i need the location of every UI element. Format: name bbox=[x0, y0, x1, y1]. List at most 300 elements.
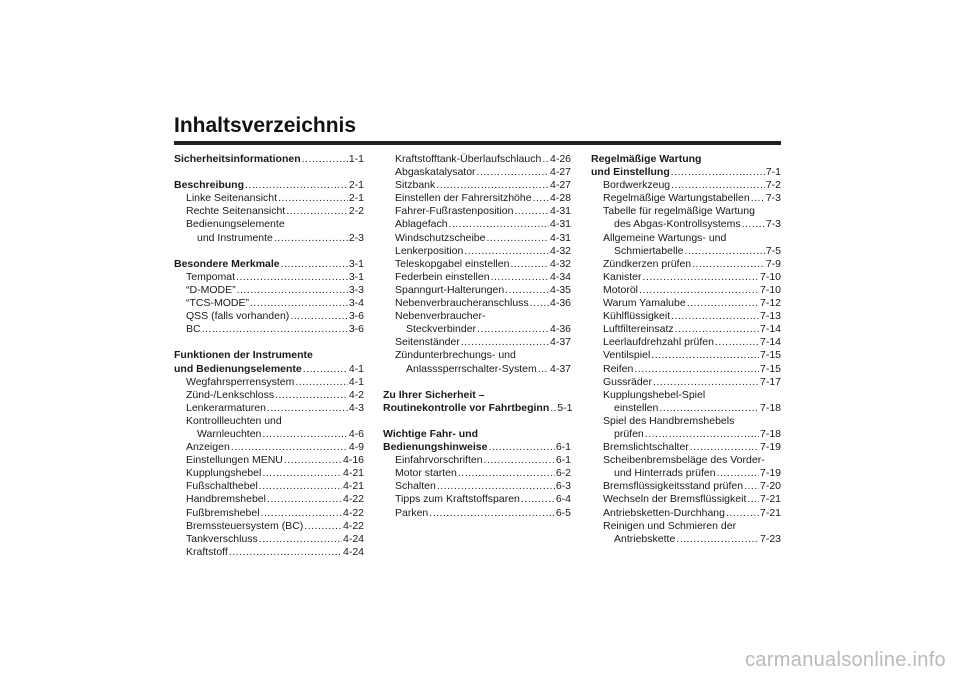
toc-entry-text: Einstellen der Fahrersitzhöhe bbox=[395, 192, 532, 205]
toc-page-number: 4-36 bbox=[549, 323, 571, 336]
toc-page-number: 4-37 bbox=[549, 336, 571, 349]
toc-page-number: 4-27 bbox=[549, 179, 571, 192]
toc-page-number: 4-37 bbox=[549, 362, 571, 375]
dot-leader bbox=[521, 493, 555, 506]
toc-entry-text: Federbein einstellen bbox=[395, 270, 490, 283]
dot-leader bbox=[275, 389, 348, 402]
toc-entry-text: Luftfiltereinsatz bbox=[603, 323, 674, 336]
toc-entry[interactable] bbox=[383, 179, 571, 192]
toc-page-number: 7-14 bbox=[759, 336, 781, 349]
dot-leader bbox=[429, 507, 555, 520]
toc-entry[interactable] bbox=[591, 349, 781, 362]
dot-leader bbox=[477, 166, 549, 179]
toc-entry[interactable] bbox=[383, 467, 571, 480]
toc-entry-text: Besondere Merkmale bbox=[174, 257, 280, 270]
toc-entry[interactable] bbox=[174, 192, 364, 205]
toc-entry[interactable] bbox=[174, 454, 364, 467]
dot-leader bbox=[262, 467, 342, 480]
toc-page-number: 6-2 bbox=[555, 467, 571, 480]
watermark: carmanualsonline.info bbox=[745, 649, 946, 671]
toc-page-number: 4-22 bbox=[342, 506, 364, 519]
toc-entry-text: Fußschalthebel bbox=[186, 480, 258, 493]
toc-entry-text: Warum Yamalube bbox=[603, 297, 686, 310]
dot-leader bbox=[671, 179, 765, 192]
toc-entry-text: Rechte Seitenansicht bbox=[186, 205, 286, 218]
toc-entry-text: Bedienungselemente bbox=[186, 218, 285, 231]
page-title: Inhaltsverzeichnis bbox=[174, 114, 357, 137]
toc-page-number: 7-19 bbox=[759, 467, 781, 480]
toc-entry-text: Reinigen und Schmieren der bbox=[603, 519, 737, 532]
dot-leader bbox=[486, 232, 549, 245]
dot-leader bbox=[262, 428, 347, 441]
toc-entry[interactable] bbox=[591, 415, 781, 441]
dot-leader bbox=[229, 546, 342, 559]
toc-entry-text: Tempomat bbox=[186, 270, 236, 283]
toc-entry-text: Scheibenbremsbeläge des Vorder- bbox=[603, 454, 765, 467]
toc-page-number: 3-4 bbox=[348, 297, 364, 310]
dot-leader bbox=[245, 179, 348, 192]
toc-entry-text: Kühlflüssigkeit bbox=[603, 310, 671, 323]
toc-entry-text: Warnleuchten bbox=[197, 427, 262, 440]
toc-page-number: 3-6 bbox=[348, 310, 364, 323]
toc-entry-text: Beschreibung bbox=[174, 179, 245, 192]
dot-leader bbox=[436, 179, 549, 192]
toc-entry-text: Linke Seitenansicht bbox=[186, 192, 278, 205]
toc-page-number: 7-15 bbox=[759, 362, 781, 375]
toc-entry-text: QSS (falls vorhanden) bbox=[186, 310, 290, 323]
toc-entry-text: Spiel des Handbremshebels bbox=[603, 414, 735, 427]
toc-page-number: 4-21 bbox=[342, 467, 364, 480]
toc-page-number: 4-32 bbox=[549, 244, 571, 257]
dot-leader bbox=[281, 258, 348, 271]
dot-leader bbox=[690, 441, 759, 454]
dot-leader bbox=[303, 363, 348, 376]
toc-entry[interactable] bbox=[591, 192, 781, 205]
toc-entry-text: Schalten bbox=[395, 480, 436, 493]
toc-entry-text: Tankverschluss bbox=[186, 532, 258, 545]
toc-page-number: 7-17 bbox=[759, 375, 781, 388]
toc-page-number: 4-31 bbox=[549, 205, 571, 218]
toc-entry-text: einstellen bbox=[614, 401, 659, 414]
toc-page-number: 4-31 bbox=[549, 231, 571, 244]
toc-page-number: 4-34 bbox=[549, 270, 571, 283]
toc-entry[interactable] bbox=[591, 179, 781, 192]
dot-leader bbox=[464, 245, 549, 258]
toc-entry[interactable] bbox=[383, 336, 571, 349]
dot-leader bbox=[671, 166, 765, 179]
toc-entry[interactable] bbox=[383, 271, 571, 284]
toc-page-number: 2-2 bbox=[348, 205, 364, 218]
toc-entry-text: Wechseln der Bremsflüssigkeit bbox=[603, 493, 747, 506]
toc-entry[interactable] bbox=[383, 284, 571, 297]
toc-entry-text: Nebenverbraucher- bbox=[395, 310, 486, 323]
toc-page-number: 4-1 bbox=[348, 375, 364, 388]
toc-entry-text: Bremssteuersystem (BC) bbox=[186, 519, 304, 532]
dot-leader bbox=[726, 507, 759, 520]
toc-entry-text: Wichtige Fahr- und bbox=[383, 427, 478, 440]
toc-page-number: 2-1 bbox=[348, 192, 364, 205]
toc-entry[interactable] bbox=[174, 271, 364, 284]
dot-leader bbox=[645, 428, 759, 441]
toc-entry-text: Bremsflüssigkeitsstand prüfen bbox=[603, 480, 744, 493]
dot-leader bbox=[653, 376, 759, 389]
dot-leader bbox=[692, 258, 765, 271]
dot-leader bbox=[542, 153, 549, 166]
toc-page-number: 7-15 bbox=[759, 349, 781, 362]
toc-page-number: 4-3 bbox=[348, 401, 364, 414]
toc-entry[interactable] bbox=[174, 520, 364, 533]
dot-leader bbox=[747, 493, 759, 506]
toc-entry[interactable] bbox=[174, 480, 364, 493]
toc-page-number: 4-32 bbox=[549, 257, 571, 270]
toc-entry[interactable] bbox=[174, 493, 364, 506]
toc-entry-text: Bordwerkzeug bbox=[603, 179, 671, 192]
toc-entry[interactable] bbox=[383, 297, 571, 310]
toc-entry-text: Fahrer-Fußrastenposition bbox=[395, 205, 514, 218]
toc-page-number: 7-21 bbox=[759, 506, 781, 519]
dot-leader bbox=[295, 376, 347, 389]
title-divider bbox=[174, 141, 781, 145]
dot-leader bbox=[278, 192, 348, 205]
dot-leader bbox=[274, 232, 348, 245]
toc-page-number: 4-31 bbox=[549, 218, 571, 231]
dot-leader bbox=[284, 454, 342, 467]
toc-entry-text: Bedienungshinweise bbox=[383, 441, 488, 454]
toc-entry[interactable] bbox=[174, 205, 364, 218]
toc-entry[interactable] bbox=[383, 507, 571, 520]
toc-entry[interactable] bbox=[591, 336, 781, 349]
toc-entry-text: Regelmäßige Wartung bbox=[591, 153, 702, 165]
toc-column-1 bbox=[174, 153, 364, 559]
toc-entry-text: Regelmäßige Wartungstabellen bbox=[603, 192, 750, 205]
toc-entry[interactable] bbox=[383, 480, 571, 493]
dot-leader bbox=[477, 323, 549, 336]
toc-entry[interactable] bbox=[591, 310, 781, 323]
toc-page-number: 4-26 bbox=[549, 153, 571, 165]
toc-entry-text: Abgaskatalysator bbox=[395, 166, 476, 179]
toc-entry-text: Einfahrvorschriften bbox=[395, 454, 483, 467]
toc-entry-text: prüfen bbox=[614, 427, 644, 440]
dot-leader bbox=[634, 363, 759, 376]
toc-entry-text: Ablagefach bbox=[395, 218, 448, 231]
toc-page-number: 4-22 bbox=[342, 493, 364, 506]
toc-page-number: 7-10 bbox=[759, 283, 781, 296]
dot-leader bbox=[237, 284, 348, 297]
dot-leader bbox=[458, 467, 555, 480]
toc-entry[interactable] bbox=[591, 232, 781, 258]
dot-leader bbox=[676, 533, 759, 546]
toc-page-number: 4-24 bbox=[342, 532, 364, 545]
dot-leader bbox=[488, 441, 554, 454]
toc-page-number: 7-18 bbox=[759, 401, 781, 414]
dot-leader bbox=[267, 493, 342, 506]
toc-entry[interactable] bbox=[383, 166, 571, 179]
toc-page-number: 6-4 bbox=[555, 493, 571, 506]
toc-entry-text: Sicherheitsinformationen bbox=[174, 153, 301, 165]
dot-leader bbox=[550, 402, 556, 415]
toc-entry[interactable] bbox=[174, 402, 364, 415]
dot-leader bbox=[236, 271, 348, 284]
dot-leader bbox=[505, 284, 549, 297]
toc-entry-text: Teleskopgabel einstellen bbox=[395, 257, 510, 270]
toc-page-number: 3-6 bbox=[348, 323, 364, 336]
toc-page-number: 4-21 bbox=[342, 480, 364, 493]
toc-entry-text: Zu Ihrer Sicherheit – bbox=[383, 388, 485, 401]
toc-page-number: 7-14 bbox=[759, 323, 781, 336]
toc-entry[interactable] bbox=[174, 218, 364, 244]
toc-entry-text: Leerlaufdrehzahl prüfen bbox=[603, 336, 714, 349]
toc-entry[interactable] bbox=[383, 349, 571, 375]
toc-entry-text: Steckverbinder bbox=[406, 323, 477, 336]
toc-entry-text: Fußbremshebel bbox=[186, 506, 260, 519]
toc-entry-text: Zünd-/Lenkschloss bbox=[186, 388, 275, 401]
toc-entry-text: Kanister bbox=[603, 270, 642, 283]
toc-entry-text: Windschutzscheibe bbox=[395, 231, 486, 244]
toc-column-2 bbox=[383, 153, 571, 520]
toc-entry-text: Sitzbank bbox=[395, 179, 436, 192]
toc-entry[interactable] bbox=[591, 284, 781, 297]
toc-entry-text: und Hinterrads prüfen bbox=[614, 467, 716, 480]
toc-entry-text: Funktionen der Instrumente bbox=[174, 349, 313, 362]
toc-section[interactable] bbox=[383, 389, 571, 415]
toc-entry[interactable] bbox=[383, 153, 571, 166]
toc-entry[interactable] bbox=[591, 363, 781, 376]
toc-page-number: 1-1 bbox=[348, 153, 364, 165]
dot-leader bbox=[302, 153, 348, 166]
toc-page-number: 4-1 bbox=[348, 362, 364, 375]
toc-entry-text: Nebenverbraucheranschluss bbox=[395, 297, 529, 310]
toc-page-number: 7-3 bbox=[765, 192, 781, 205]
toc-page-number: 7-20 bbox=[759, 480, 781, 493]
dot-leader bbox=[742, 218, 765, 231]
toc-entry-text: Kupplungshebel-Spiel bbox=[603, 388, 706, 401]
dot-leader bbox=[231, 441, 348, 454]
toc-page-number: 7-21 bbox=[759, 493, 781, 506]
toc-entry[interactable] bbox=[591, 507, 781, 520]
toc-entry[interactable] bbox=[591, 441, 781, 454]
toc-page-number: 4-36 bbox=[549, 297, 571, 310]
dot-leader bbox=[514, 205, 549, 218]
toc-column-3 bbox=[591, 153, 781, 546]
toc-page-number: 6-1 bbox=[555, 441, 571, 454]
toc-entry-text: Kraftstoff bbox=[186, 545, 228, 558]
toc-entry-text: Gussräder bbox=[603, 375, 653, 388]
toc-entry[interactable] bbox=[174, 546, 364, 559]
toc-entry-text: Antriebsketten-Durchhang bbox=[603, 506, 725, 519]
toc-entry-text: Lenkerposition bbox=[395, 244, 464, 257]
dot-leader bbox=[259, 533, 342, 546]
dot-leader bbox=[675, 323, 759, 336]
dot-leader bbox=[250, 297, 348, 310]
toc-entry-text: Anlasssperrschalter-System bbox=[406, 362, 537, 375]
toc-entry-text: Lenkerarmaturen bbox=[186, 401, 266, 414]
toc-entry-text: Einstellungen MENU bbox=[186, 454, 283, 467]
toc-page-number: 7-12 bbox=[759, 297, 781, 310]
toc-page-number: 7-1 bbox=[765, 166, 781, 179]
toc-entry-text: Spanngurt-Halterungen bbox=[395, 283, 505, 296]
toc-page-number: 6-5 bbox=[555, 506, 571, 519]
dot-leader bbox=[639, 284, 759, 297]
toc-entry[interactable] bbox=[383, 192, 571, 205]
dot-leader bbox=[687, 297, 759, 310]
toc-entry-text: Handbremshebel bbox=[186, 493, 266, 506]
toc-entry[interactable] bbox=[174, 415, 364, 441]
toc-page-number: 4-16 bbox=[342, 454, 364, 467]
toc-page-number: 7-5 bbox=[765, 244, 781, 257]
toc-entry[interactable] bbox=[591, 389, 781, 415]
toc-entry-text: Anzeigen bbox=[186, 441, 230, 454]
toc-page-number: 4-35 bbox=[549, 283, 571, 296]
toc-entry[interactable] bbox=[591, 205, 781, 231]
toc-entry[interactable] bbox=[174, 533, 364, 546]
dot-leader bbox=[651, 349, 759, 362]
toc-page-number: 4-24 bbox=[342, 545, 364, 558]
toc-entry-text: Motoröl bbox=[603, 283, 639, 296]
dot-leader bbox=[659, 402, 759, 415]
toc-page-number: 2-1 bbox=[348, 179, 364, 192]
dot-leader bbox=[510, 258, 549, 271]
toc-section[interactable] bbox=[174, 179, 364, 192]
toc-page-number: 7-2 bbox=[765, 179, 781, 192]
dot-leader bbox=[286, 205, 348, 218]
toc-entry-text: und Instrumente bbox=[197, 231, 273, 244]
toc-page-number: 4-6 bbox=[348, 427, 364, 440]
toc-entry[interactable] bbox=[591, 258, 781, 271]
toc-page-number: 7-19 bbox=[759, 441, 781, 454]
dot-leader bbox=[484, 454, 555, 467]
dot-leader bbox=[715, 336, 759, 349]
toc-entry-text: “TCS-MODE” bbox=[186, 297, 249, 310]
dot-leader bbox=[267, 402, 348, 415]
toc-entry[interactable] bbox=[174, 389, 364, 402]
toc-entry-text: Kontrollleuchten und bbox=[186, 414, 282, 427]
toc-page-number: 7-18 bbox=[759, 427, 781, 440]
toc-page-number: 6-1 bbox=[555, 454, 571, 467]
toc-entry[interactable] bbox=[591, 493, 781, 506]
toc-entry[interactable] bbox=[174, 376, 364, 389]
toc-entry[interactable] bbox=[174, 441, 364, 454]
toc-entry[interactable] bbox=[174, 297, 364, 310]
toc-page-number: 7-10 bbox=[759, 270, 781, 283]
dot-leader bbox=[449, 218, 549, 231]
toc-page-number: 7-13 bbox=[759, 310, 781, 323]
dot-leader bbox=[744, 480, 759, 493]
dot-leader bbox=[304, 520, 342, 533]
toc-entry[interactable] bbox=[591, 323, 781, 336]
toc-page-number: 7-23 bbox=[759, 532, 781, 545]
dot-leader bbox=[259, 480, 342, 493]
toc-page-number: 7-3 bbox=[765, 218, 781, 231]
dot-leader bbox=[717, 467, 759, 480]
toc-section[interactable] bbox=[174, 349, 364, 375]
toc-entry-text: Tipps zum Kraftstoffsparen bbox=[395, 493, 520, 506]
toc-section[interactable] bbox=[383, 428, 571, 454]
dot-leader bbox=[530, 297, 549, 310]
toc-entry-text: Motor starten bbox=[395, 467, 457, 480]
toc-page-number: 3-1 bbox=[348, 257, 364, 270]
toc-entry-text: und Bedienungselemente bbox=[174, 362, 302, 375]
toc-page-number: 3-1 bbox=[348, 270, 364, 283]
dot-leader bbox=[684, 245, 764, 258]
toc-entry-text: Zündkerzen prüfen bbox=[603, 257, 692, 270]
dot-leader bbox=[671, 310, 759, 323]
toc-page-number: 4-28 bbox=[549, 192, 571, 205]
dot-leader bbox=[261, 507, 342, 520]
dot-leader bbox=[533, 192, 549, 205]
toc-entry-text: Kupplungshebel bbox=[186, 467, 262, 480]
toc-entry[interactable] bbox=[174, 310, 364, 323]
toc-entry[interactable] bbox=[383, 218, 571, 231]
toc-entry[interactable] bbox=[383, 493, 571, 506]
toc-entry[interactable] bbox=[591, 520, 781, 546]
toc-entry-text: Kraftstofftank-Überlaufschlauch bbox=[395, 153, 542, 165]
toc-entry[interactable] bbox=[174, 284, 364, 297]
toc-entry[interactable] bbox=[591, 297, 781, 310]
toc-entry-text: Parken bbox=[395, 506, 429, 519]
toc-entry-text: Tabelle für regelmäßige Wartung bbox=[603, 205, 755, 218]
toc-entry-text: Allgemeine Wartungs- und bbox=[603, 231, 727, 244]
dot-leader bbox=[461, 336, 549, 349]
toc-entry-text: BC bbox=[186, 323, 201, 336]
toc-entry[interactable] bbox=[174, 507, 364, 520]
toc-entry[interactable] bbox=[174, 323, 364, 336]
toc-page-number: 6-3 bbox=[555, 480, 571, 493]
toc-entry-text: Schmiertabelle bbox=[614, 244, 684, 257]
dot-leader bbox=[202, 323, 348, 336]
dot-leader bbox=[538, 363, 549, 376]
toc-entry[interactable] bbox=[383, 205, 571, 218]
dot-leader bbox=[290, 310, 348, 323]
toc-entry-text: Zündunterbrechungs- und bbox=[395, 349, 516, 362]
toc-entry-text: und Einstellung bbox=[591, 166, 670, 179]
toc-page-number: 4-9 bbox=[348, 441, 364, 454]
toc-page-number: 5-1 bbox=[557, 401, 573, 414]
dot-leader bbox=[491, 271, 549, 284]
toc-entry-text: Wegfahrsperrensystem bbox=[186, 375, 295, 388]
toc-entry[interactable] bbox=[174, 467, 364, 480]
toc-entry-text: des Abgas-Kontrollsystems bbox=[614, 218, 741, 231]
toc-entry-text: Routinekontrolle vor Fahrtbeginn bbox=[383, 401, 550, 414]
toc-section[interactable] bbox=[591, 153, 781, 179]
dot-leader bbox=[643, 271, 759, 284]
toc-entry[interactable] bbox=[591, 271, 781, 284]
toc-page-number: 3-3 bbox=[348, 283, 364, 296]
toc-page-number: 2-3 bbox=[348, 231, 364, 244]
toc-entry-text: Bremslichtschalter bbox=[603, 441, 689, 454]
toc-entry[interactable] bbox=[591, 376, 781, 389]
toc-entry[interactable] bbox=[591, 454, 781, 480]
toc-page-number: 4-27 bbox=[549, 166, 571, 179]
toc-entry[interactable] bbox=[383, 258, 571, 271]
toc-entry[interactable] bbox=[383, 245, 571, 258]
dot-leader bbox=[437, 480, 555, 493]
toc-entry-text: Reifen bbox=[603, 362, 634, 375]
toc-entry[interactable] bbox=[383, 232, 571, 245]
toc-entry[interactable] bbox=[383, 454, 571, 467]
toc-entry-text: “D-MODE” bbox=[186, 283, 236, 296]
toc-entry-text: Seitenständer bbox=[395, 336, 460, 349]
toc-page-number: 4-2 bbox=[348, 388, 364, 401]
toc-section[interactable] bbox=[174, 153, 364, 166]
toc-page-number: 4-22 bbox=[342, 519, 364, 532]
dot-leader bbox=[751, 192, 765, 205]
toc-entry-text: Ventilspiel bbox=[603, 349, 651, 362]
toc-page-number: 7-9 bbox=[765, 257, 781, 270]
toc-entry-text: Antriebskette bbox=[614, 532, 676, 545]
toc-entry[interactable] bbox=[591, 480, 781, 493]
toc-entry[interactable] bbox=[383, 310, 571, 336]
toc-section[interactable] bbox=[174, 258, 364, 271]
